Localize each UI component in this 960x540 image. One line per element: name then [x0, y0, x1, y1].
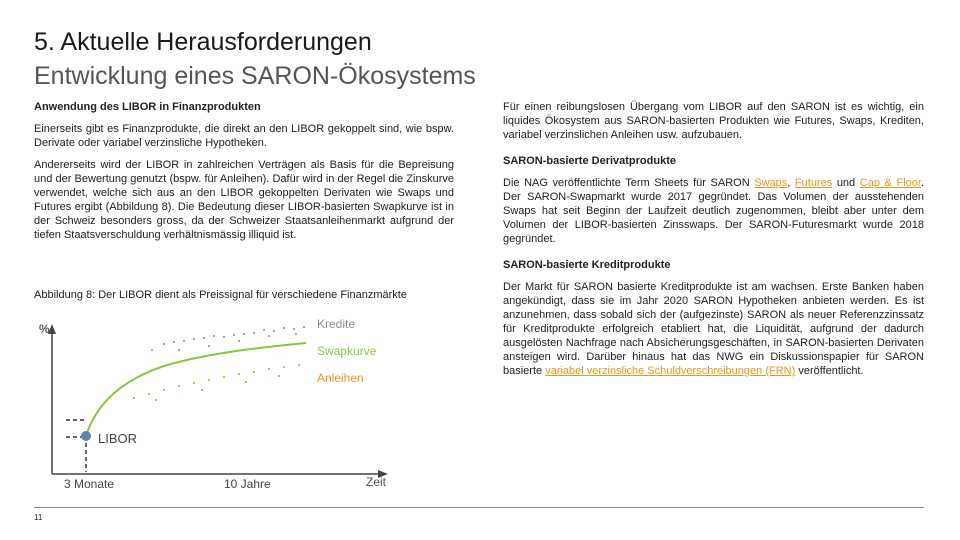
x-tick-10-jahre: 10 Jahre	[224, 477, 271, 491]
page-title: 5. Aktuelle Herausforderungen	[34, 28, 372, 56]
left-paragraph-1: Einerseits gibt es Finanzprodukte, die direkt an den LIBOR gekoppelt sind, wie bspw. Derivate oder variabel verzinsliche Hypotheken.	[34, 123, 454, 149]
page-number: 11	[34, 513, 43, 522]
derivat-text-2: . Der SARON-Swapmarkt wurde 2017 gegründet. Das Volumen der ausstehenden Swaps hat seit Beginn der Laufzeit deutlich zugenommen, bleibt aber unter dem Volumen der LIBOR-basierten Zinsswaps. Der SARON-Futuresmarkt wurde 2018 gegründet.	[503, 177, 924, 245]
left-heading: Anwendung des LIBOR in Finanzprodukten	[34, 101, 261, 113]
right-intro: Für einen reibungslosen Übergang vom LIBOR auf den SARON ist es wichtig, ein liquides Ökosystem aus SARON-basierten Produkten wie Futures, Swaps, Krediten, variabel verzinslichen Anleihen usw. aufzubauen.	[503, 101, 924, 141]
legend-anleihen: Anleihen	[317, 371, 364, 385]
figure-caption: Abbildung 8: Der LIBOR dient als Preissignal für verschiedene Finanzmärkte	[34, 289, 407, 301]
page-subtitle: Entwicklung eines SARON-Ökosystems	[34, 62, 476, 90]
libor-label: LIBOR	[98, 431, 138, 446]
left-paragraph-2: Andererseits wird der LIBOR in zahlreichen Verträgen als Basis für die Bepreisung und der Bewertung genutzt (bspw. für Anleihen). Dafür wird in der Regel die Zinskurve verwendet, welche sich aus an den LIBOR gekoppelten Derivaten wie Swaps und Futures ergibt (Abbildung 8). Die Bedeutung dieser LIBOR-basierten Swapkurve ist in der Schweiz besonders gross, da der Schweizer Staatsanleihenmarkt aufgrund der tiefen Staatsverschuldung verhältnismässig illiquid ist.	[34, 159, 454, 241]
link-swaps[interactable]: Swaps	[754, 177, 788, 189]
x-axis-label: Zeit	[366, 475, 387, 489]
figure-libor-price-signal	[34, 306, 454, 506]
kredite-dots	[151, 326, 305, 351]
anleihen-dots	[133, 364, 300, 401]
link-futures[interactable]: Futures	[794, 177, 833, 189]
link-frn[interactable]: variabel verzinsliche Schuldverschreibungen (FRN)	[545, 365, 796, 377]
kredit-paragraph	[503, 280, 924, 378]
derivat-paragraph	[503, 176, 924, 246]
y-axis-label: %	[39, 322, 50, 336]
derivat-sep-1: ,	[787, 177, 795, 189]
legend-kredite: Kredite	[317, 317, 356, 331]
kredit-text-2: veröffentlicht.	[795, 365, 864, 377]
left-column	[34, 100, 454, 242]
footer-divider	[34, 507, 924, 508]
swapkurve-line	[86, 343, 306, 436]
right-column	[503, 100, 924, 378]
derivat-heading: SARON-basierte Derivatprodukte	[503, 155, 676, 167]
x-tick-3-monate: 3 Monate	[64, 477, 115, 491]
kredit-heading: SARON-basierte Kreditprodukte	[503, 259, 671, 271]
kredit-text-1: Der Markt für SARON basierte Kreditprodukte ist am wachsen. Erste Banken haben angekündigt, dass sie im Jahr 2020 SARON Hypotheken anbieten werden. Es ist anzunehmen, dass sobald sich der (aufgezinste) SARON als neuer Referenzzinssatz für Kreditprodukte erfolgreich etabliert hat, die Liquidität, aufgrund der dadurch ausgelösten Nachfrage nach Absicherungsgeschäften, in SARON-basierten Derivaten ansteigen wird. Darüber hinaus hat das NWG ein Diskussionspapier für SARON basierte	[503, 281, 924, 377]
figure-svg	[34, 306, 454, 506]
libor-point	[81, 431, 91, 441]
derivat-text-1: Die NAG veröffentlichte Term Sheets für SARON	[503, 177, 755, 189]
derivat-sep-2: und	[832, 177, 860, 189]
legend-swapkurve: Swapkurve	[317, 344, 377, 358]
link-cap-floor[interactable]: Cap & Floor	[859, 177, 921, 189]
